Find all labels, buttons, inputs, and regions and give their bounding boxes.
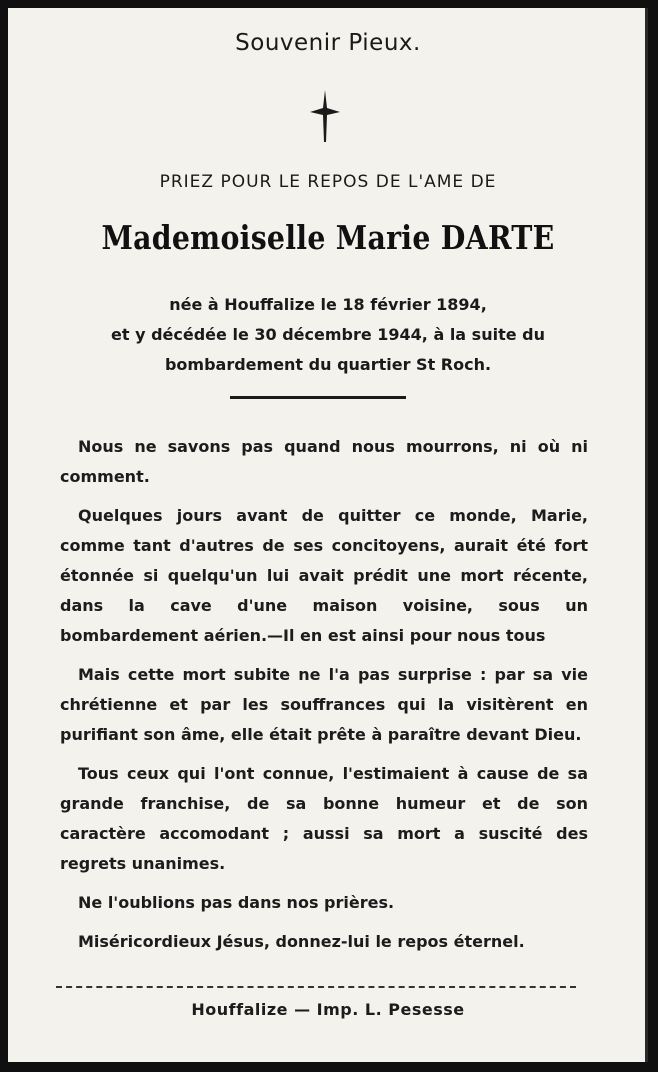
- prayer-heading: PRIEZ POUR LE REPOS DE L'AME DE: [159, 172, 497, 192]
- card-header: Souvenir Pieux.: [235, 30, 421, 56]
- paragraph: Quelques jours avant de quitter ce monde, Marie, comme tant d'autres de ses concitoyens, aurait été fort étonnée si quelqu'un lui avait prédit une mort récente, dans la cave d'une maison voisine, sous un bombardement aérien.—Il en est ainsi pour nous tous: [60, 506, 588, 645]
- paragraph: Mais cette mort subite ne l'a pas surprise : par sa vie chrétienne et par les souffrances qui la visitèrent en purifiant son âme, elle était prête à paraître devant Dieu.: [60, 665, 588, 744]
- life-dates: [48, 290, 608, 380]
- memorial-card: [8, 8, 648, 1062]
- cross-icon: [308, 88, 342, 144]
- paragraph: Nous ne savons pas quand nous mourrons, ni où ni comment.: [60, 437, 588, 486]
- dashed-divider: [56, 986, 576, 990]
- birth-line: née à Houffalize le 18 février 1894,: [169, 295, 487, 314]
- divider: [230, 396, 406, 399]
- deceased-name: Mademoiselle Marie DARTE: [101, 218, 555, 257]
- paragraph: Ne l'oublions pas dans nos prières.: [78, 893, 395, 912]
- death-cause-line: bombardement du quartier St Roch.: [164, 355, 492, 374]
- printer-line: Houffalize — Imp. L. Pesesse: [191, 1000, 465, 1019]
- paragraph: Miséricordieux Jésus, donnez-lui le repos éternel.: [78, 932, 525, 951]
- eulogy-text: [60, 432, 588, 966]
- death-line: et y décédée le 30 décembre 1944, à la suite du: [111, 325, 545, 344]
- paragraph: Tous ceux qui l'ont connue, l'estimaient à cause de sa grande franchise, de sa bonne humeur et de son caractère accomodant ; aussi sa mort a suscité des regrets unanimes.: [60, 764, 588, 873]
